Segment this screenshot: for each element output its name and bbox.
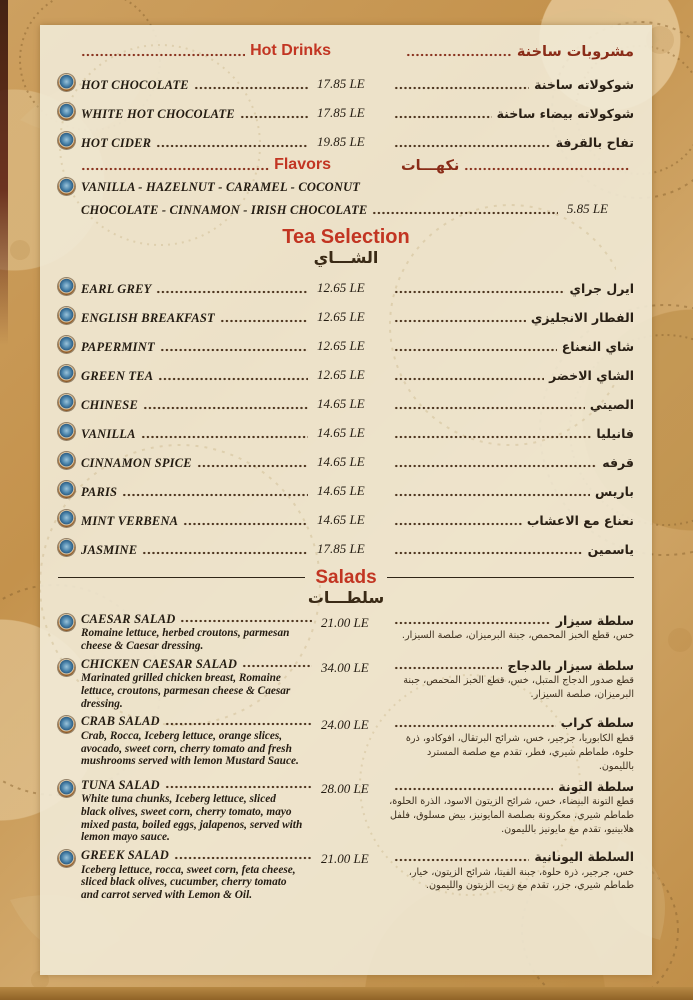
item-name-ar: سلطة سيزار بالدجاج [507,657,634,673]
item-description-en: White tuna chunks, Iceberg lettuce, sliced black olives, sweet corn, cherry tomato, mayo mixed pasta, boiled eggs, jalapenos, served with lemon mayo sauce. [81,793,303,844]
medallion-bullet-icon [58,659,75,676]
item-description-en: Iceberg lettuce, rocca, sweet corn, feta cheese, sliced black olives, cucumber, cherry tomato and carrot served with Lemon & Oil. [81,863,296,901]
dotted-leader [394,621,551,625]
item-name-ar: سلطة سيزار [555,612,634,628]
dotted-leader [394,464,597,468]
dotted-leader [240,115,308,119]
section-header-ar [58,588,634,608]
item-name-en: GREEN TEA [81,369,154,383]
menu-item-row [58,529,634,558]
dotted-leader [183,522,308,526]
section-header [58,43,634,60]
dotted-leader [394,348,557,352]
menu-item-row [58,122,634,151]
item-price: 14.65 LE [317,511,365,527]
item-name-en: CHICKEN CAESAR SALAD [81,657,238,671]
medallion-bullet-icon [58,539,75,556]
menu-item-row [58,779,634,844]
flavors-list-text: CHOCOLATE - CINNAMON - IRISH CHOCOLATE [81,202,368,217]
item-name-en: JASMINE [81,543,138,557]
section-title-en: Flavors [274,155,331,173]
dotted-leader [372,211,557,215]
item-name-ar: ايرل جراي [569,280,634,296]
item-name-ar: الفطار الانجليزي [530,309,634,325]
item-name-en: HOT CHOCOLATE [81,79,189,93]
section-title-en: Tea Selection [282,225,410,248]
page-edge-shadow [0,0,8,345]
menu-item-row [58,442,634,471]
item-price: 12.65 LE [317,279,365,295]
menu-item-row [58,413,634,442]
medallion-bullet-icon [58,850,75,867]
medallion-bullet-icon [58,394,75,411]
menu-item-row [58,64,634,93]
item-price: 17.85 LE [317,104,365,120]
dotted-leader [180,619,312,623]
item-name-en: MINT VERBENA [81,514,179,528]
menu-item-row [58,268,634,297]
dotted-leader [165,785,312,789]
item-name-en: HOT CIDER [81,137,152,151]
dotted-leader [394,493,590,497]
item-name-en: PARIS [81,485,118,499]
dotted-leader [394,724,556,728]
section-tea [58,226,634,558]
dotted-leader [165,722,312,726]
menu-item-row [58,849,634,902]
menu-item-row [58,93,634,122]
item-name-ar: سلطة التونة [558,778,634,794]
dotted-leader [142,551,308,555]
dotted-leader [394,377,544,381]
dotted-leader [156,290,308,294]
dotted-leader [122,493,308,497]
dotted-leader [464,167,629,171]
item-price: 17.85 LE [317,540,365,556]
dotted-leader [406,53,512,57]
item-name-en: CAESAR SALAD [81,612,176,626]
dotted-leader [81,167,269,171]
section-title-ar: مشروبات ساخنة [516,43,634,60]
item-price: 14.65 LE [317,453,365,469]
item-price: 21.00 LE [321,614,369,630]
dotted-leader [160,348,308,352]
item-price: 14.65 LE [317,424,365,440]
item-name-en: CHINESE [81,398,138,412]
dotted-leader [194,86,308,90]
item-price: 5.85 LE [566,200,608,216]
dotted-leader [394,666,502,670]
item-description-ar: خس، جرجير، ذرة حلوة، جبنة الفيتا، شرائح الزيتون، خيار، طماطم شيري، جزر، تقدم مع زيت الزيتون والليمون. [408,866,634,892]
medallion-bullet-icon [58,74,75,91]
item-name-ar: تفاح بالقرفة [555,135,634,151]
dotted-leader [158,377,308,381]
dotted-leader [394,406,585,410]
item-description-ar: قطع التونة البيضاء، خس، شرائح الزيتون الاسود، الذرة الحلوة، طماطم شيري، معكرونة بصلصة المايونيز، بيض مسلوق، فلفل هلابينيو، تقدم مع مايونيز بالليمون. [389,796,634,836]
medallion-bullet-icon [58,103,75,120]
medallion-bullet-icon [58,510,75,527]
item-name-ar: سلطة كراب [560,715,634,731]
item-price: 12.65 LE [317,366,365,382]
item-price: 14.65 LE [317,482,365,498]
item-name-ar: فانيليا [596,425,634,441]
item-name-ar: الصيني [589,396,634,412]
item-price: 17.85 LE [317,75,365,91]
menu-content-panel [40,25,652,975]
item-description-en: Romaine lettuce, herbed croutons, parmesan cheese & Caesar dressing. [81,627,290,652]
item-name-ar: باريس [595,483,634,499]
dotted-leader [174,856,312,860]
flavors-line-2 [81,201,634,218]
dotted-leader [394,787,553,791]
menu-item-row [58,355,634,384]
menu-item-row [58,471,634,500]
item-name-en: ENGLISH BREAKFAST [81,311,215,325]
menu-item-row [58,715,634,773]
item-price: 21.00 LE [321,850,369,866]
item-description-ar: قطع الكابوريا، جرجير، خس، شرائح البرتقال، افوكادو، ذرة حلوة، طماطم شيري، فطر، تقدم مع صلصة المسترد بالليمون. [405,732,634,772]
item-description-en: Marinated grilled chicken breast, Romaine lettuce, croutons, parmesan cheese & Caesar dressing. [81,672,291,710]
menu-item-row [58,384,634,413]
dotted-leader [81,53,245,57]
section-salads [58,568,634,902]
medallion-bullet-icon [58,132,75,149]
item-name-en: GREEK SALAD [81,848,169,862]
section-hot-drinks [58,43,634,151]
header-rule [58,577,305,578]
item-price: 12.65 LE [317,337,365,353]
item-price: 19.85 LE [317,133,365,149]
medallion-bullet-icon [58,178,75,195]
item-name-en: VANILLA [81,427,136,441]
dotted-leader [394,144,551,148]
dotted-leader [141,435,308,439]
section-title-ar: سلطـــات [307,587,385,607]
item-name-ar: الشاي الاخضر [549,367,634,383]
item-description-ar: خس، قطع الخبز المحمص، جبنة البرميزان، صلصة السيزار. [401,630,634,642]
item-name-ar: قرفه [602,454,634,470]
menu-item-row [58,326,634,355]
item-price: 34.00 LE [321,659,369,675]
section-title-ar: الشـــاي [313,247,379,267]
bottom-border-band [0,987,693,1000]
menu-item-row [58,297,634,326]
medallion-bullet-icon [58,481,75,498]
dotted-leader [242,664,312,668]
dotted-leader [197,464,308,468]
dotted-leader [156,144,308,148]
item-price: 12.65 LE [317,308,365,324]
menu-item-row [58,658,634,711]
section-title-en: Salads [315,566,377,588]
item-name-ar: نعناع مع الاعشاب [526,512,634,528]
item-name-ar: ياسمين [587,541,634,557]
section-header [58,226,634,268]
medallion-bullet-icon [58,780,75,797]
item-name-ar: شوكولاته بيضاء ساخنة [496,106,634,122]
medallion-bullet-icon [58,365,75,382]
dotted-leader [220,319,308,323]
header-rule [387,577,634,578]
medallion-bullet-icon [58,452,75,469]
item-name-en: CINNAMON SPICE [81,456,192,470]
dotted-leader [394,290,565,294]
section-title-en: Hot Drinks [250,42,331,59]
item-description-ar: قطع صدور الدجاج المتبل، خس، قطع الخبز المحمص، جبنة البرميزان، صلصة السيزار. [403,675,634,701]
menu-item-row [58,613,634,653]
item-name-en: EARL GREY [81,282,152,296]
dotted-leader [394,522,522,526]
flavors-list-text: VANILLA - HAZELNUT - CARAMEL - COCONUT [81,179,361,194]
item-name-ar: السلطة اليونانية [534,848,634,864]
section-title-ar: نكهـــات [401,157,460,174]
dotted-leader [143,406,308,410]
dotted-leader [394,551,583,555]
dotted-leader [394,115,492,119]
item-name-en: CRAB SALAD [81,715,160,729]
item-name-ar: شوكولاته ساخنة [534,77,634,93]
section-header [58,568,634,588]
dotted-leader [394,319,526,323]
dotted-leader [394,858,529,862]
section-header [58,157,634,174]
item-name-en: WHITE HOT CHOCOLATE [81,108,235,122]
item-name-en: PAPERMINT [81,340,155,354]
medallion-bullet-icon [58,307,75,324]
medallion-bullet-icon [58,716,75,733]
medallion-bullet-icon [58,278,75,295]
medallion-bullet-icon [58,614,75,631]
section-flavors [58,157,634,218]
item-price: 24.00 LE [321,717,369,733]
medallion-bullet-icon [58,336,75,353]
dotted-leader [394,435,591,439]
medallion-bullet-icon [58,423,75,440]
dotted-leader [394,86,529,90]
flavors-line-1 [58,178,634,197]
menu-item-row [58,500,634,529]
item-name-ar: شاي النعناع [561,338,634,354]
item-name-en: TUNA SALAD [81,778,160,792]
item-description-en: Crab, Rocca, Iceberg lettuce, orange slices, avocado, sweet corn, cherry tomato and fresh mushrooms served with lemon Mustard Sauce. [81,729,299,768]
item-price: 28.00 LE [321,780,369,796]
item-price: 14.65 LE [317,395,365,411]
